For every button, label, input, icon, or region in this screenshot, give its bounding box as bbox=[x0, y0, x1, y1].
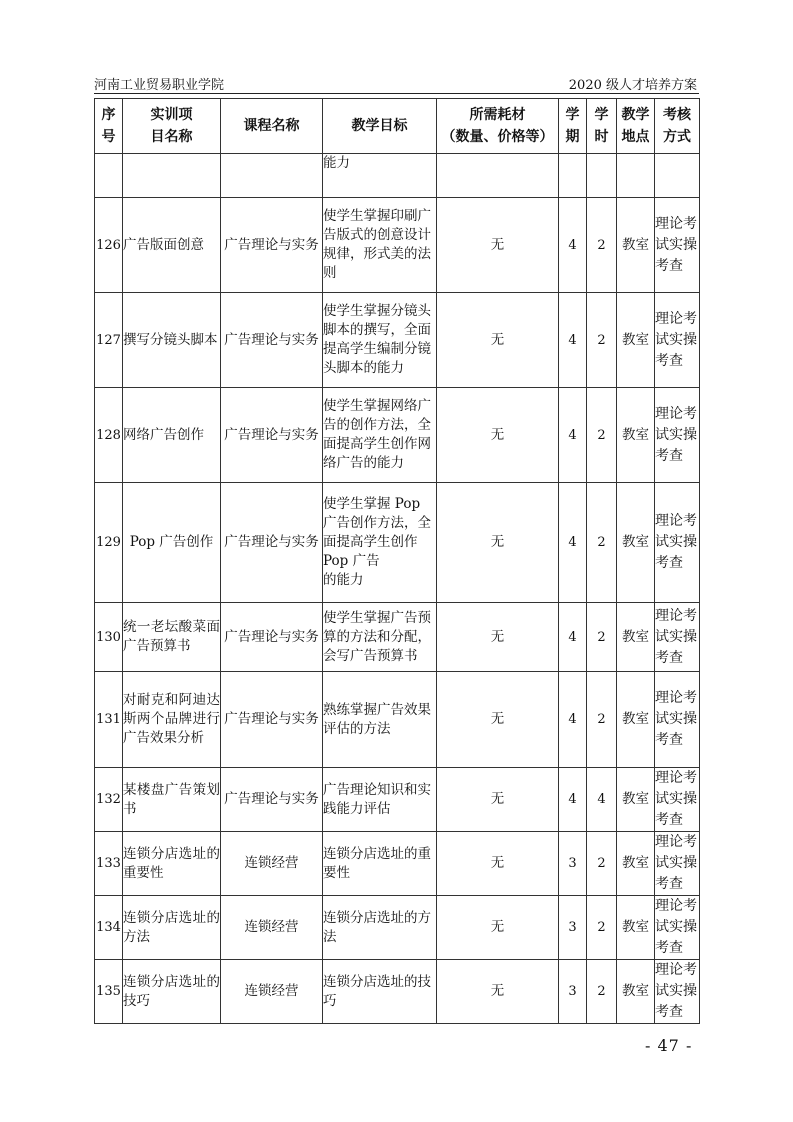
cell-no: 133 bbox=[95, 832, 123, 896]
cell-empty bbox=[587, 154, 617, 198]
cell-semester: 4 bbox=[559, 293, 587, 388]
cell-semester: 4 bbox=[559, 388, 587, 483]
cell-location: 教室 bbox=[617, 388, 655, 483]
cell-semester: 3 bbox=[559, 896, 587, 960]
table-row bbox=[95, 603, 700, 672]
cell-project: 连锁分店选址的技巧 bbox=[123, 960, 221, 1024]
cell-goal: 使学生掌握网络广告的创作方法，全面提高学生创作网络广告的能力 bbox=[323, 388, 437, 483]
cell-hours: 2 bbox=[587, 603, 617, 672]
cell-course: 广告理论与实务 bbox=[221, 672, 323, 768]
cell-exam: 理论考试实操考查 bbox=[655, 483, 700, 603]
cell-materials: 无 bbox=[437, 896, 559, 960]
cell-location: 教室 bbox=[617, 960, 655, 1024]
cell-semester: 4 bbox=[559, 603, 587, 672]
cell-goal: 使学生掌握分镜头脚本的撰写，全面提高学生编制分镜头脚本的能力 bbox=[323, 293, 437, 388]
cell-hours: 2 bbox=[587, 672, 617, 768]
cell-no: 126 bbox=[95, 198, 123, 293]
cell-hours: 2 bbox=[587, 198, 617, 293]
table-row bbox=[95, 388, 700, 483]
cell-exam: 理论考试实操考查 bbox=[655, 768, 700, 832]
cell-empty bbox=[221, 154, 323, 198]
cell-location: 教室 bbox=[617, 603, 655, 672]
cell-materials: 无 bbox=[437, 388, 559, 483]
cell-materials: 无 bbox=[437, 293, 559, 388]
cell-no: 134 bbox=[95, 896, 123, 960]
cell-empty bbox=[617, 154, 655, 198]
cell-course: 广告理论与实务 bbox=[221, 768, 323, 832]
cell-materials: 无 bbox=[437, 483, 559, 603]
cell-empty bbox=[95, 154, 123, 198]
cell-hours: 2 bbox=[587, 832, 617, 896]
cell-goal: 连锁分店选址的方法 bbox=[323, 896, 437, 960]
table-row bbox=[95, 293, 700, 388]
cell-location: 教室 bbox=[617, 896, 655, 960]
cell-course: 连锁经营 bbox=[221, 960, 323, 1024]
cell-goal: 使学生掌握印刷广告版式的创意设计规律，形式美的法则 bbox=[323, 198, 437, 293]
cell-exam: 理论考试实操考查 bbox=[655, 960, 700, 1024]
header-location: 教学 地点 bbox=[617, 99, 655, 154]
cell-exam: 理论考试实操考查 bbox=[655, 603, 700, 672]
cell-project: Pop 广告创作 bbox=[123, 483, 221, 603]
header-exam: 考核 方式 bbox=[655, 99, 700, 154]
cell-goal: 连锁分店选址的重要性 bbox=[323, 832, 437, 896]
cell-semester: 4 bbox=[559, 672, 587, 768]
header-school-name: 河南工业贸易职业学院 bbox=[94, 78, 225, 93]
cell-goal: 能力 bbox=[323, 154, 437, 198]
header-rule bbox=[94, 93, 699, 94]
cell-no: 135 bbox=[95, 960, 123, 1024]
header-semester: 学 期 bbox=[559, 99, 587, 154]
cell-no: 130 bbox=[95, 603, 123, 672]
cell-no: 127 bbox=[95, 293, 123, 388]
header-plan-title: 2020 级人才培养方案 bbox=[568, 78, 697, 93]
cell-course: 广告理论与实务 bbox=[221, 293, 323, 388]
cell-exam: 理论考试实操考查 bbox=[655, 293, 700, 388]
cell-course: 广告理论与实务 bbox=[221, 603, 323, 672]
cell-project: 撰写分镜头脚本 bbox=[123, 293, 221, 388]
cell-no: 131 bbox=[95, 672, 123, 768]
cell-materials: 无 bbox=[437, 960, 559, 1024]
cell-project: 网络广告创作 bbox=[123, 388, 221, 483]
cell-empty bbox=[655, 154, 700, 198]
cell-materials: 无 bbox=[437, 672, 559, 768]
cell-materials: 无 bbox=[437, 768, 559, 832]
cell-project: 对耐克和阿迪达斯两个品牌进行广告效果分析 bbox=[123, 672, 221, 768]
cell-hours: 2 bbox=[587, 483, 617, 603]
table-header-row bbox=[95, 99, 700, 154]
cell-hours: 2 bbox=[587, 293, 617, 388]
header-seq: 序 号 bbox=[95, 99, 123, 154]
cell-semester: 3 bbox=[559, 832, 587, 896]
cell-goal: 连锁分店选址的技巧 bbox=[323, 960, 437, 1024]
header-course: 课程名称 bbox=[221, 99, 323, 154]
cell-course: 广告理论与实务 bbox=[221, 483, 323, 603]
header-project: 实训项 目名称 bbox=[123, 99, 221, 154]
table-row-continued bbox=[95, 154, 700, 198]
header-hours: 学 时 bbox=[587, 99, 617, 154]
cell-goal: 使学生掌握广告预算的方法和分配，会写广告预算书 bbox=[323, 603, 437, 672]
cell-project: 某楼盘广告策划书 bbox=[123, 768, 221, 832]
cell-location: 教室 bbox=[617, 768, 655, 832]
cell-hours: 2 bbox=[587, 896, 617, 960]
cell-hours: 2 bbox=[587, 960, 617, 1024]
cell-location: 教室 bbox=[617, 483, 655, 603]
cell-course: 广告理论与实务 bbox=[221, 388, 323, 483]
cell-semester: 3 bbox=[559, 960, 587, 1024]
training-projects-table bbox=[94, 98, 700, 1024]
table-row bbox=[95, 198, 700, 293]
cell-course: 连锁经营 bbox=[221, 896, 323, 960]
cell-hours: 2 bbox=[587, 388, 617, 483]
cell-exam: 理论考试实操考查 bbox=[655, 388, 700, 483]
cell-project: 连锁分店选址的重要性 bbox=[123, 832, 221, 896]
cell-materials: 无 bbox=[437, 832, 559, 896]
table-row bbox=[95, 672, 700, 768]
header-goal: 教学目标 bbox=[323, 99, 437, 154]
table-row bbox=[95, 960, 700, 1024]
table-row bbox=[95, 896, 700, 960]
table-row bbox=[95, 768, 700, 832]
cell-semester: 4 bbox=[559, 483, 587, 603]
cell-materials: 无 bbox=[437, 198, 559, 293]
cell-location: 教室 bbox=[617, 293, 655, 388]
cell-no: 129 bbox=[95, 483, 123, 603]
cell-location: 教室 bbox=[617, 672, 655, 768]
table-row bbox=[95, 832, 700, 896]
cell-goal: 广告理论知识和实践能力评估 bbox=[323, 768, 437, 832]
cell-exam: 理论考试实操考查 bbox=[655, 832, 700, 896]
cell-course: 广告理论与实务 bbox=[221, 198, 323, 293]
cell-empty bbox=[559, 154, 587, 198]
table-row bbox=[95, 483, 700, 603]
page-number: - 47 - bbox=[645, 1036, 693, 1055]
cell-project: 连锁分店选址的方法 bbox=[123, 896, 221, 960]
cell-hours: 4 bbox=[587, 768, 617, 832]
cell-location: 教室 bbox=[617, 832, 655, 896]
cell-semester: 4 bbox=[559, 768, 587, 832]
cell-exam: 理论考试实操考查 bbox=[655, 896, 700, 960]
cell-location: 教室 bbox=[617, 198, 655, 293]
cell-project: 广告版面创意 bbox=[123, 198, 221, 293]
cell-course: 连锁经营 bbox=[221, 832, 323, 896]
cell-exam: 理论考试实操考查 bbox=[655, 672, 700, 768]
cell-semester: 4 bbox=[559, 198, 587, 293]
cell-no: 128 bbox=[95, 388, 123, 483]
cell-project: 统一老坛酸菜面广告预算书 bbox=[123, 603, 221, 672]
cell-empty bbox=[123, 154, 221, 198]
cell-exam: 理论考试实操考查 bbox=[655, 198, 700, 293]
cell-goal: 熟练掌握广告效果评估的方法 bbox=[323, 672, 437, 768]
cell-goal: 使学生掌握 Pop 广告创作方法，全面提高学生创作 Pop 广告 的能力 bbox=[323, 483, 437, 603]
cell-no: 132 bbox=[95, 768, 123, 832]
header-materials: 所需耗材 （数量、价格等） bbox=[437, 99, 559, 154]
cell-materials: 无 bbox=[437, 603, 559, 672]
cell-empty bbox=[437, 154, 559, 198]
